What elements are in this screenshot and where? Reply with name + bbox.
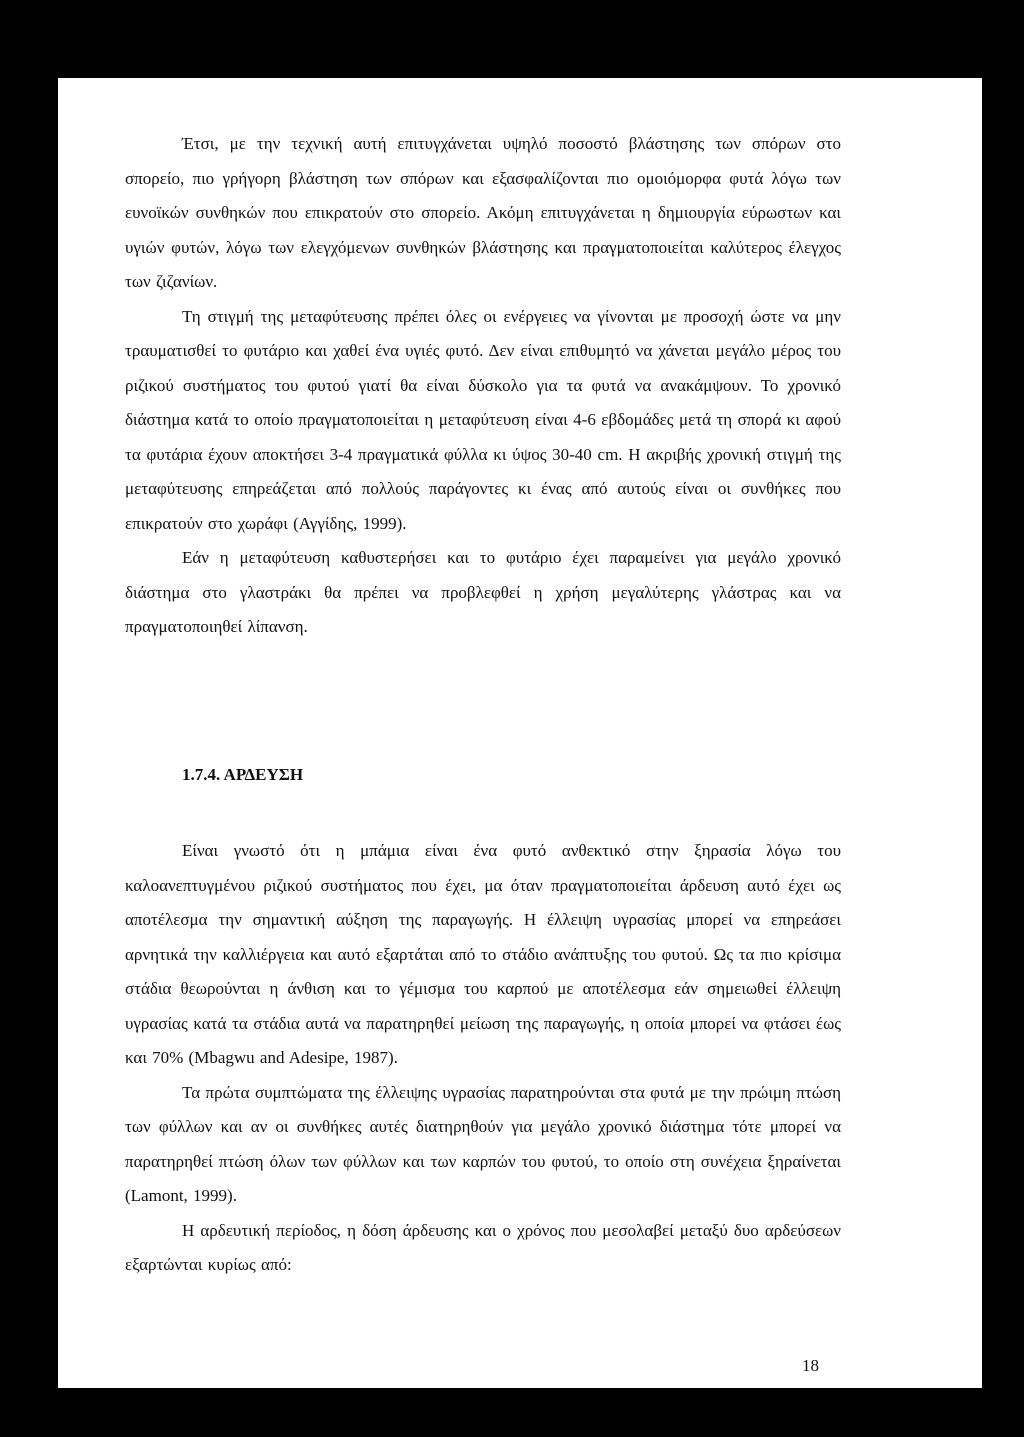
page-number: 18 xyxy=(802,1356,819,1375)
paragraph: Η αρδευτική περίοδος, η δόση άρδευσης και ο χρόνος που μεσολαβεί μεταξύ δυο αρδεύσεων εξαρτώνται κυρίως από: xyxy=(125,1220,841,1274)
paragraph: Έτσι, με την τεχνική αυτή επιτυγχάνεται υψηλό ποσοστό βλάστησης των σπόρων στο σπορείο, πιο γρήγορη βλάστηση των σπόρων και εξασφαλίζονται πιο ομοιόμορφα φυτά λόγω των ευνοϊκών συνθηκών που επικρατούν στο σπορείο. Ακόμη επιτυγχάνεται η δημιουργία εύρωστων και υγιών φυτών, λόγω των ελεγχόμενων συνθηκών βλάστησης και πραγματοποιείται καλύτερος έλεγχος των ζιζανίων. xyxy=(125,134,841,291)
section-heading: 1.7.4. ΑΡΔΕΥΣΗ xyxy=(182,765,304,784)
paragraph: Είναι γνωστό ότι η μπάμια είναι ένα φυτό ανθεκτικό στην ξηρασία λόγω του καλοανεπτυγμένου ριζικού συστήματος που έχει, μα όταν πραγματοποιείται άρδευση αυτό έχει ως αποτέλεσμα την σημαντική αύξηση της παραγωγής. Η έλλειψη υγρασίας μπορεί να επηρεάσει αρνητικά την καλλιέργεια και αυτό εξαρτάται από το στάδιο ανάπτυξης του φυτού. Ως τα πιο κρίσιμα στάδια θεωρούνται η άνθιση και το γέμισμα του καρπού με αποτέλεσμα εάν σημειωθεί έλλειψη υγρασίας κατά τα στάδια αυτά να παρατηρηθεί μείωση της παραγωγής, η οποία μπορεί να φτάσει έως και 70% (Mbagwu and Adesipe, 1987). xyxy=(125,841,841,1067)
paragraph: Εάν η μεταφύτευση καθυστερήσει και το φυτάριο έχει παραμείνει για μεγάλο χρονικό διάστημα στο γλαστράκι θα πρέπει να προβλεφθεί η χρήση μεγαλύτερης γλάστρας και να πραγματοποιηθεί λίπανση. xyxy=(125,548,841,636)
paragraph: Τα πρώτα συμπτώματα της έλλειψης υγρασίας παρατηρούνται στα φυτά με την πρώιμη πτώση των φύλλων και αν οι συνθήκες αυτές διατηρηθούν για μεγάλο χρονικό διάστημα τότε μπορεί να παρατηρηθεί πτώση όλων των φύλλων και των καρπών του φυτού, το οποίο στη συνέχεια ξηραίνεται (Lamont, 1999). xyxy=(125,1082,841,1205)
text-block-after-heading xyxy=(125,834,841,1283)
paragraph: Τη στιγμή της μεταφύτευσης πρέπει όλες οι ενέργειες να γίνονται με προσοχή ώστε να μην τραυματισθεί το φυτάριο και χαθεί ένα υγιές φυτό. Δεν είναι επιθυμητό να χάνεται μεγάλο μέρος του ριζικού συστήματος του φυτού γιατί θα είναι δύσκολο για τα φυτά να ανακάμψουν. Το χρονικό διάστημα κατά το οποίο πραγματοποιείται η μεταφύτευση είναι 4-6 εβδομάδες μετά τη σπορά κι αφού τα φυτάρια έχουν αποκτήσει 3-4 πραγματικά φύλλα κι ύψος 30-40 cm. Η ακριβής χρονική στιγμή της μεταφύτευσης επηρεάζεται από πολλούς παράγοντες κι ένας από αυτούς είναι οι συνθήκες που επικρατούν στο χωράφι (Αγγίδης, 1999). xyxy=(125,306,841,533)
text-block-before-heading xyxy=(125,127,841,645)
